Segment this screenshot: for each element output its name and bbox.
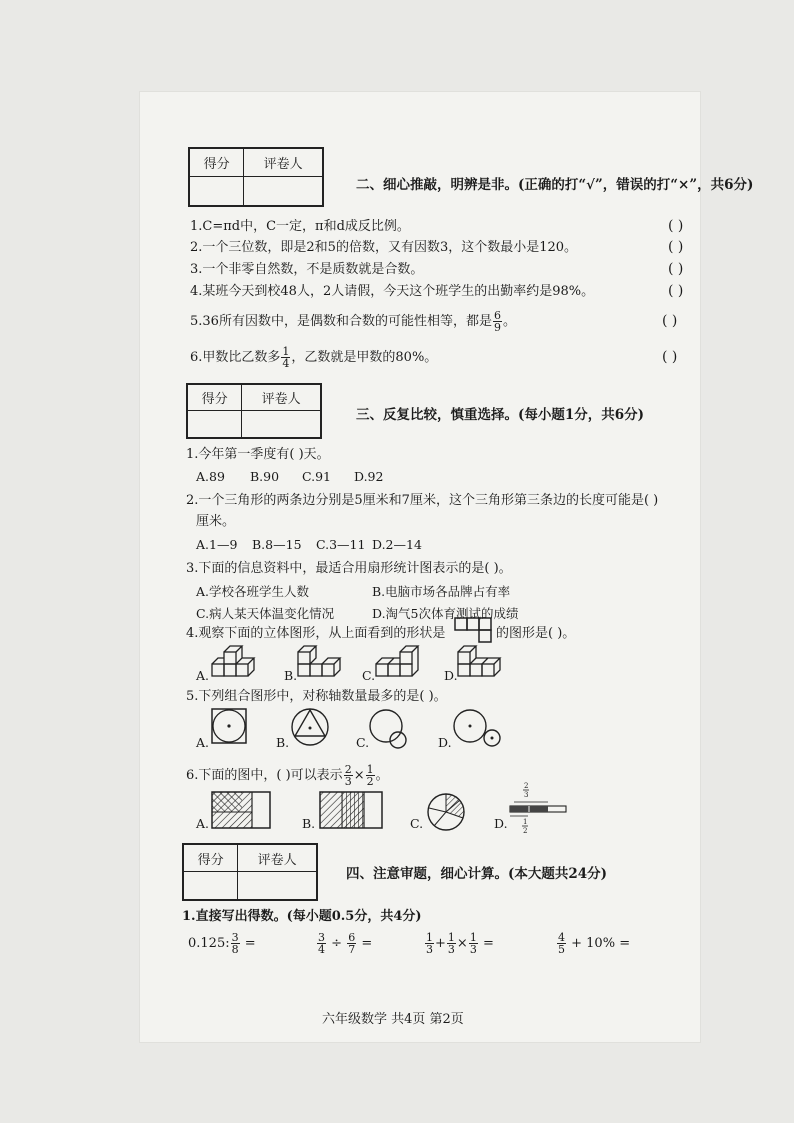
calc-2: $\frac{3}{4}$ ÷ $\frac{6}{7}$ =: [318, 931, 373, 956]
s2-answer-4[interactable]: ( ): [668, 283, 684, 299]
grader-cell[interactable]: [242, 411, 321, 438]
hatched-circle-c-icon: [426, 792, 466, 832]
s3-q1: 1.今年第一季度有( )天。: [186, 447, 330, 462]
number-line-d-icon: [508, 778, 570, 834]
calc-3: $\frac{1}{3}$ + $\frac{1}{3}$ × $\frac{1}{3}$ =: [426, 931, 494, 956]
s3-q4-cont: 的图形是( )。: [496, 626, 576, 641]
s2-item-2: 2.一个三位数，即是2和5的倍数，又有因数3，这个数最小是120。: [190, 240, 578, 255]
s2-answer-1[interactable]: ( ): [668, 218, 684, 234]
s2-answer-3[interactable]: ( ): [668, 261, 684, 277]
fraction-1-4: $\frac{1}{4}$: [282, 345, 290, 370]
s3-q2-opt-d[interactable]: D.2—14: [372, 537, 422, 552]
s2-item-4: 4.某班今天到校48人，2人请假，今天这个班学生的出勤率约是98%。: [190, 284, 595, 299]
calc-4: $\frac{4}{5}$ + 10% =: [558, 931, 631, 956]
grader-label: 评卷人: [244, 149, 323, 177]
s3-q5-label-b[interactable]: B.: [276, 735, 290, 750]
s3-q1-opt-b[interactable]: B.90: [250, 469, 280, 484]
s3-q2-opt-b[interactable]: B.8—15: [252, 537, 302, 552]
s2-answer-6[interactable]: ( ): [662, 349, 678, 365]
section3-title: 三、反复比较，慎重选择。(每小题1分，共6分): [356, 407, 645, 423]
circle-triangle-icon: [290, 707, 330, 747]
s3-q5: 5.下列组合图形中，对称轴数量最多的是( )。: [186, 689, 447, 704]
s3-q3: 3.下面的信息资料中，最适合用扇形统计图表示的是( )。: [186, 561, 512, 576]
score-cell[interactable]: [184, 872, 238, 900]
s3-q4-label-c[interactable]: C.: [362, 668, 376, 683]
s3-q2-opt-c[interactable]: C.3—11: [316, 537, 366, 552]
score-label: 得分: [188, 385, 242, 411]
grader-label: 评卷人: [242, 385, 321, 411]
two-circles-d-icon: [452, 708, 502, 750]
fraction-2-3: $\frac{2}{3}$: [344, 763, 352, 788]
cube-figure-d-icon: [456, 640, 506, 680]
svg-text:1: 1: [523, 818, 528, 826]
s3-q4-label-d[interactable]: D.: [444, 668, 458, 683]
score-box-section3: [186, 383, 322, 439]
s3-q5-label-d[interactable]: D.: [438, 735, 452, 750]
s3-q2-cont: 厘米。: [196, 514, 236, 529]
svg-text:2: 2: [524, 782, 529, 790]
grader-cell[interactable]: [238, 872, 317, 900]
fraction-1-2: $\frac{1}{2}$: [366, 763, 374, 788]
s3-q1-opt-a[interactable]: A.89: [196, 469, 225, 484]
cube-figure-c-icon: [374, 640, 428, 680]
score-label: 得分: [190, 149, 244, 177]
s2-answer-2[interactable]: ( ): [668, 239, 684, 255]
s3-q3-opt-a[interactable]: A.学校各班学生人数: [196, 584, 310, 599]
s3-q3-opt-b[interactable]: B.电脑市场各品牌占有率: [372, 584, 511, 599]
s3-q1-opt-c[interactable]: C.91: [302, 469, 331, 484]
s3-q3-opt-d[interactable]: D.淘气5次体育测试的成绩: [372, 606, 519, 621]
s3-q6: 6.下面的图中，( )可以表示 $\frac{2}{3}$ × $\frac{1}{2}$ 。: [186, 763, 389, 788]
s3-q2-opt-a[interactable]: A.1—9: [196, 537, 238, 552]
s3-q2: 2.一个三角形的两条边分别是5厘米和7厘米，这个三角形第三条边的长度可能是( ): [186, 493, 659, 508]
s2-item-1: 1.C=πd中，C一定，π和d成反比例。: [190, 219, 410, 234]
s2-item-5: 5.36所有因数中，是偶数和合数的可能性相等，都是 $\frac{6}{9}$ 。: [190, 309, 516, 334]
s3-q6-label-c[interactable]: C.: [410, 816, 424, 831]
two-circles-c-icon: [368, 708, 412, 750]
s3-q5-label-a[interactable]: A.: [196, 735, 210, 750]
s3-q4-label-a[interactable]: A.: [196, 668, 210, 683]
s3-q3-opt-c[interactable]: C.病人某天体温变化情况: [196, 606, 335, 621]
s3-q1-opt-d[interactable]: D.92: [354, 469, 384, 484]
s3-q6-label-a[interactable]: A.: [196, 816, 210, 831]
hatched-rectangle-b-icon: [318, 790, 384, 830]
grader-label: 评卷人: [238, 845, 317, 872]
svg-text:3: 3: [524, 791, 529, 799]
section2-title: 二、细心推敲，明辨是非。(正确的打“√”，错误的打“×”，共6分): [356, 177, 754, 193]
s3-q6-label-d[interactable]: D.: [494, 816, 508, 831]
calc-1: 0.125: $\frac{3}{8}$ =: [188, 931, 256, 956]
s3-q4-label-b[interactable]: B.: [284, 668, 298, 683]
s2-item-3: 3.一个非零自然数，不是质数就是合数。: [190, 262, 424, 277]
s2-item-6: 6.甲数比乙数多 $\frac{1}{4}$ ，乙数就是甲数的80%。: [190, 345, 438, 370]
fraction-6-9: $\frac{6}{9}$: [493, 309, 501, 334]
cube-figure-a-icon: [210, 644, 264, 680]
cube-figure-b-icon: [296, 642, 346, 680]
svg-text:2: 2: [523, 827, 528, 834]
section4-title: 四、注意审题，细心计算。(本大题共24分): [346, 866, 608, 882]
score-box-section2: [188, 147, 324, 207]
score-cell[interactable]: [190, 177, 244, 206]
page-footer: 六年级数学 共4页 第2页: [322, 1012, 464, 1027]
s4-sub1: 1.直接写出得数。(每小题0.5分，共4分): [182, 909, 422, 924]
score-label: 得分: [184, 845, 238, 872]
s3-q5-label-c[interactable]: C.: [356, 735, 370, 750]
score-cell[interactable]: [188, 411, 242, 438]
s2-answer-5[interactable]: ( ): [662, 313, 678, 329]
square-circle-icon: [210, 707, 248, 745]
grader-cell[interactable]: [244, 177, 323, 206]
s3-q4: 4.观察下面的立体图形，从上面看到的形状是: [186, 626, 446, 641]
score-box-section4: [182, 843, 318, 901]
hatched-rectangle-a-icon: [210, 790, 272, 830]
s3-q6-label-b[interactable]: B.: [302, 816, 316, 831]
